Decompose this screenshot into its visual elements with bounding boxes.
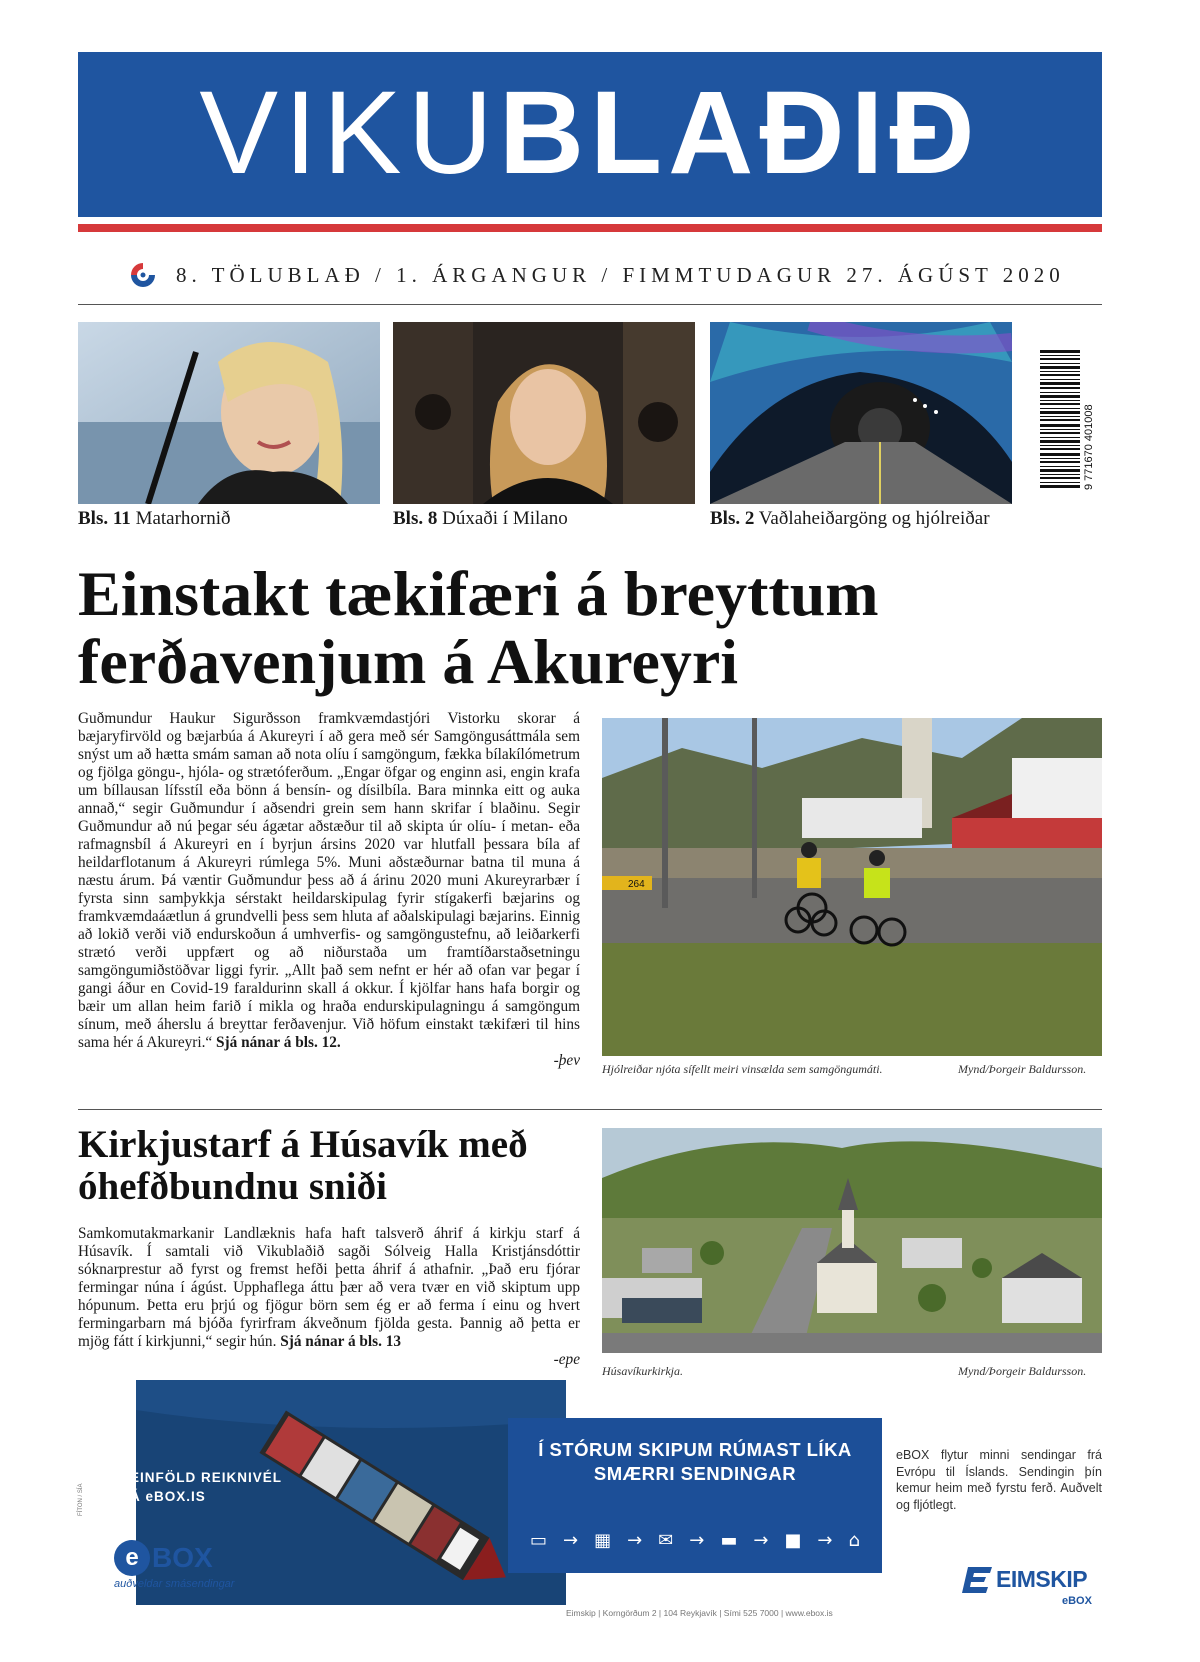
teaser-page-ref: Bls. 11: [78, 508, 131, 529]
ad-message-box: [508, 1418, 882, 1573]
eimskip-word: EIMSKIP: [996, 1566, 1088, 1592]
photo-credit: Mynd/Þorgeir Baldursson.: [958, 1062, 1087, 1076]
second-article-body: [78, 1225, 580, 1369]
barcode-number: 9 771670 401008: [1083, 404, 1095, 490]
teaser-title: Vaðlaheiðargöng og hjólreiðar: [758, 508, 990, 529]
ad-headline-line1: Í STÓRUM SKIPUM RÚMAST LÍKA: [538, 1439, 852, 1460]
calculator-icon: ▦: [594, 1530, 612, 1551]
eimskip-ebox-sub: eBOX: [1062, 1595, 1092, 1607]
arrow-right-icon: →: [563, 1530, 579, 1551]
issue-info: 8. TÖLUBLAÐ / 1. ÁRGANGUR / FIMMTUDAGUR 27. ÁGÚST 2020: [176, 262, 1065, 287]
issue-line: [128, 260, 1108, 290]
main-article-body: [78, 710, 580, 1070]
road-sign-number: 264: [628, 879, 645, 890]
arrow-right-icon: →: [627, 1530, 643, 1551]
photo-caption: Hjólreiðar njóta sífellt meiri vinsælda sem samgöngumáti.: [602, 1062, 883, 1076]
teaser-matarhornid[interactable]: [78, 322, 380, 530]
teaser-caption: [710, 508, 1012, 530]
process-icons: [530, 1530, 860, 1551]
main-article-text: Guðmundur Haukur Sigurðsson framkvæmdastjóri Vistorku skorar á bæjaryfirvöld og bæjarbúa á Akureyri í að gera með sér Samgöngusáttmála sem snýst um að hætta smám saman að nota olíu í samgöngum, fækka bílakílómetrum og fjölga göngu-, hjóla- og strætóferðum. „Engar öfgar og enginn asi, engin krafa um bíllausan lífsstíl eða bönn á bensín- og dísilbíla. Bara minnka eitt og auka annað,“ segir Guðmundur í aðsendri grein sem hann skrifar í blaðinu. Segir Guðmundur að nú þegar séu ágætar aðstæður til að skipta úr olíu- í metan- eða rafmagnsbíl á Akureyri en í byrjun ársins 2020 var hlutfall þessara bíla af heildarflotanum á Akureyri rúmlega 5%. Muni aðstæðurnar batna til muna á næstu árum. Þá væntir Guðmundur þess að á árinu 2020 muni Akureyrarbær í fyrsta sinn samþykkja sérstakt heildarskipulag fyrir stígakerfi bæjarins og framkvæmdaáætlun á grundvelli þess sem hluta af aðalskipulagi bæjarins. Einnig að lokið verði við endurskoðun á umhverfis- og samgöngustefnu, að leiðarkerfi strætó verði uppfært og að niðurstaða um framtíðarstaðsetningu samgöngumiðstöðvar liggi fyrir. „Allt það sem nefnt er hér að ofan var þegar í gangi áður en Covid-19 faraldurinn skall á okkur. Í kjölfar hans hafa borgir og bæir um allan heim farið í mikla og hraða endurskipulagningu á samgöngum sínum, með áherslu á breyttar ferðavenjur. Við höfum einstakt tækifæri til hins sama hér á Akureyri.“: [78, 710, 580, 1051]
arrow-right-icon: →: [753, 1530, 769, 1551]
calculator-promo-line2: Á eBOX.IS: [130, 1489, 206, 1504]
calculator-promo[interactable]: [130, 1468, 282, 1506]
see-more-link[interactable]: Sjá nánar á bls. 13: [280, 1333, 402, 1350]
divider: [78, 1109, 1102, 1110]
ebox-tagline: auðveldar smásendingar: [114, 1578, 235, 1590]
teaser-title: Dúxaði í Milano: [442, 508, 568, 529]
ebox-logo-icon: e: [114, 1540, 150, 1576]
eimskip-logo[interactable]: [962, 1566, 1087, 1593]
envelope-icon: ✉: [658, 1530, 674, 1551]
main-headline: Einstakt tækifæri á breyttum ferðavenjum á Akureyri: [78, 558, 879, 697]
ad-agency-credit: FÍTON / SÍA: [78, 1483, 84, 1516]
see-more-link[interactable]: Sjá nánar á bls. 12.: [216, 1034, 341, 1051]
husavik-church-photo: [602, 1128, 1102, 1353]
main-article-paragraph: [78, 710, 580, 1052]
divider: [78, 304, 1102, 305]
newspaper-logo-icon: [128, 260, 158, 290]
photo-caption: Húsavíkurkirkja.: [602, 1364, 683, 1378]
teaser-page-ref: Bls. 2: [710, 508, 755, 529]
teaser-photo-woman-paddle: [78, 322, 380, 504]
masthead-red-rule: [78, 224, 1102, 232]
teaser-title: Matarhornið: [135, 508, 231, 529]
eimskip-e-icon: [962, 1567, 992, 1593]
teaser-photo-young-woman: [393, 322, 695, 504]
arrow-right-icon: →: [689, 1530, 705, 1551]
masthead: [78, 52, 1102, 217]
teaser-caption: [393, 508, 695, 530]
second-headline: Kirkjustarf á Húsavík með óhefðbundnu sniði: [78, 1123, 528, 1208]
calculator-promo-line1: EINFÖLD REIKNIVÉL: [130, 1470, 283, 1485]
newspaper-title: [78, 67, 1102, 199]
main-article-signature: -þev: [553, 1052, 580, 1069]
second-article-paragraph: [78, 1225, 580, 1351]
teaser-photo-tunnel: [710, 322, 1012, 504]
ad-side-text: eBOX flytur minni sendingar frá Evrópu til Íslands. Sendingin þín kemur heim með fyrstu ferð. Auðvelt og fljótlegt.: [896, 1448, 1102, 1512]
ad-footer-contact: Eimskip | Korngörðum 2 | 104 Reykjavík | Sími 525 7000 | www.ebox.is: [566, 1608, 833, 1618]
arrow-right-icon: →: [817, 1530, 833, 1551]
title-bold-part: BLAÐIÐ: [498, 67, 981, 199]
teaser-vadlaheidargong[interactable]: [710, 322, 1012, 530]
photo-credit: Mynd/Þorgeir Baldursson.: [958, 1364, 1087, 1378]
second-article-signature: -epe: [553, 1351, 580, 1368]
ebox-advertisement[interactable]: [78, 1380, 1102, 1630]
title-light-part: VIKU: [199, 67, 499, 199]
second-article-text: Samkomutakmarkanir Landlæknis hafa haft talsverð áhrif á kirkju starf á Húsavík. Í samtali við Vikublaðið sagði Sólveig Halla Kristjánsdóttir sóknarprestur að fyrst og fremst hefði þetta áhrif á athafnir. „Það eru fjórar fermingar núna í ágúst. Upphaflega áttu þær að vera tvær en við skiptum upp hópunum. Þetta eru þrjú og fjögur börn sem ég er að ferma í einu og hvert fermingarbarn má bjóða fyrirfram ákveðnum fjölda gesta. Þannig að þetta er mjög fátt í kirkjunni,“ segir hún.: [78, 1225, 580, 1350]
barcode: [1040, 350, 1100, 490]
teaser-page-ref: Bls. 8: [393, 508, 438, 529]
cyclists-photo: [602, 718, 1102, 1056]
truck-icon: ■: [784, 1530, 802, 1551]
home-icon: ⌂: [848, 1530, 860, 1551]
teaser-duxadi[interactable]: [393, 322, 695, 530]
ship-icon: ▬: [720, 1530, 738, 1551]
ad-headline-line2: SMÆRRI SENDINGAR: [593, 1463, 797, 1484]
ebox-logo[interactable]: [114, 1540, 213, 1576]
ebox-logo-word: BOX: [152, 1542, 213, 1573]
laptop-icon: ▭: [530, 1530, 548, 1551]
teaser-caption: [78, 508, 380, 530]
